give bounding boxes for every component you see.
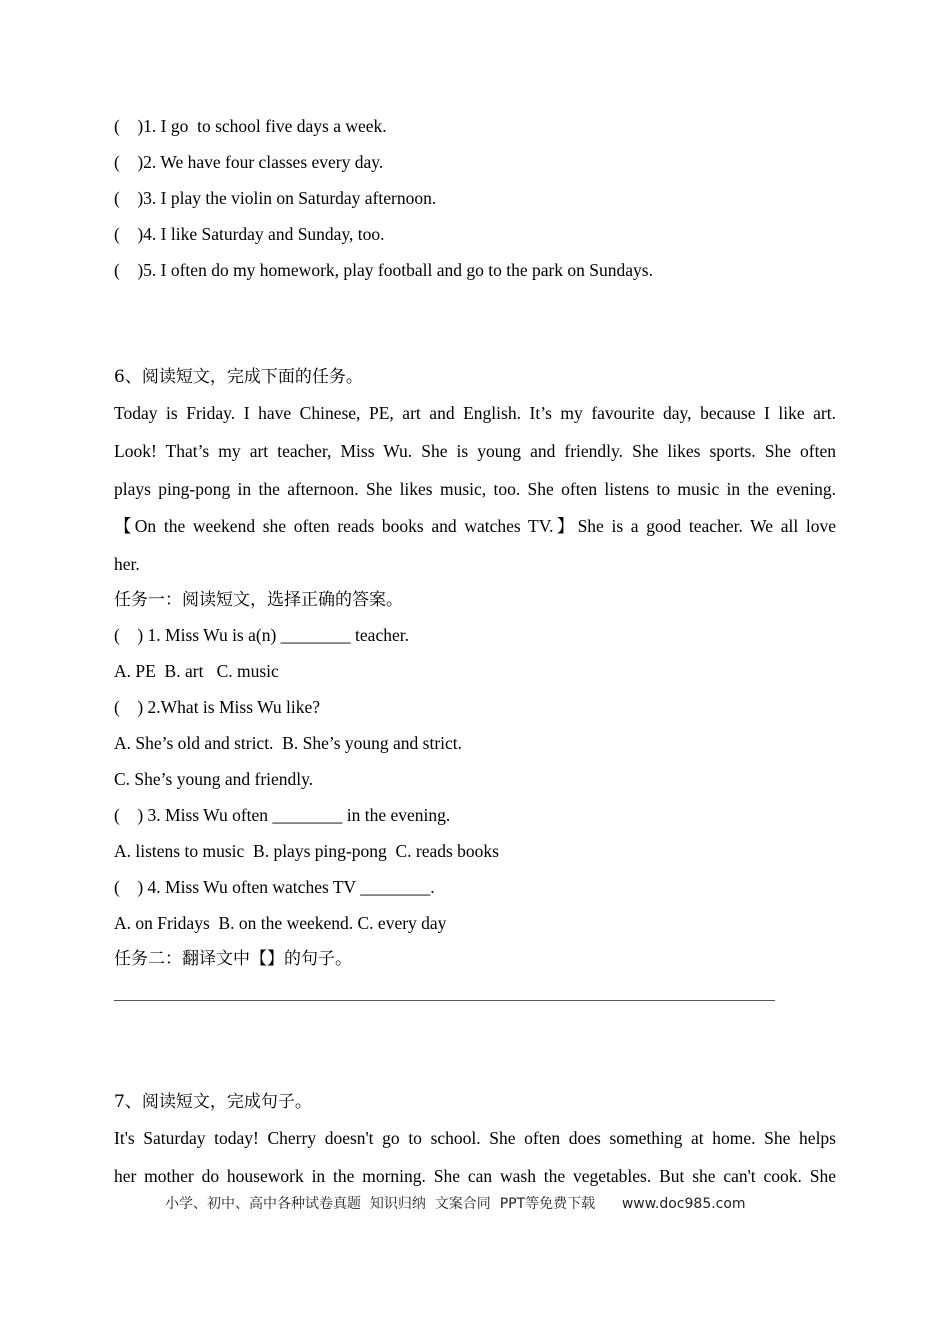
task1-heading: 任务一：阅读短文，选择正确的答案。 [114, 590, 403, 610]
true-false-item-1: ( )1. I go to school five days a week. [114, 116, 387, 136]
question-2-options-b: C. She’s young and friendly. [114, 769, 314, 789]
passage-line-5: her. [114, 554, 140, 574]
answer-line [114, 1000, 775, 1001]
question-4: ( ) 4. Miss Wu often watches TV ________. [114, 877, 435, 897]
true-false-item-3: ( )3. I play the violin on Saturday afternoon. [114, 188, 437, 208]
passage-line-3: plays ping-pong in the afternoon. She likes music, too. She often listens to music in the evening. [114, 479, 836, 499]
question-1: ( ) 1. Miss Wu is a(n) ________ teacher. [114, 625, 409, 645]
section7-passage-line-1: It's Saturday today! Cherry doesn't go to school. She often does something at home. She helps [114, 1128, 836, 1148]
section7-heading: 7、阅读短文，完成句子。 [114, 1092, 312, 1112]
question-3: ( ) 3. Miss Wu often ________ in the evening. [114, 805, 451, 825]
question-2-options-a: A. She’s old and strict. B. She’s young and strict. [114, 733, 463, 753]
question-1-options: A. PE B. art C. music [114, 661, 279, 681]
question-4-options: A. on Fridays B. on the weekend. C. every day [114, 913, 447, 933]
section6-heading: 6、阅读短文，完成下面的任务。 [114, 367, 363, 387]
page-footer: 小学、初中、高中各种试卷真题 知识归纳 文案合同 PPT等免费下载 www.doc985.com [165, 1196, 746, 1212]
section7-passage-line-2: her mother do housework in the morning. She can wash the vegetables. But she can't cook. She [114, 1166, 836, 1186]
passage-line-2: Look! That’s my art teacher, Miss Wu. She is young and friendly. She likes sports. She often [114, 441, 836, 461]
task2-heading: 任务二：翻译文中【】的句子。 [114, 949, 352, 969]
question-3-options: A. listens to music B. plays ping-pong C. reads books [114, 841, 499, 861]
true-false-item-4: ( )4. I like Saturday and Sunday, too. [114, 224, 385, 244]
question-2: ( ) 2.What is Miss Wu like? [114, 697, 321, 717]
passage-line-1: Today is Friday. I have Chinese, PE, art and English. It’s my favourite day, because I like art. [114, 403, 836, 423]
passage-line-4: 【On the weekend she often reads books and watches TV.】She is a good teacher. We all love [114, 516, 836, 536]
true-false-item-5: ( )5. I often do my homework, play football and go to the park on Sundays. [114, 260, 653, 280]
true-false-item-2: ( )2. We have four classes every day. [114, 152, 384, 172]
